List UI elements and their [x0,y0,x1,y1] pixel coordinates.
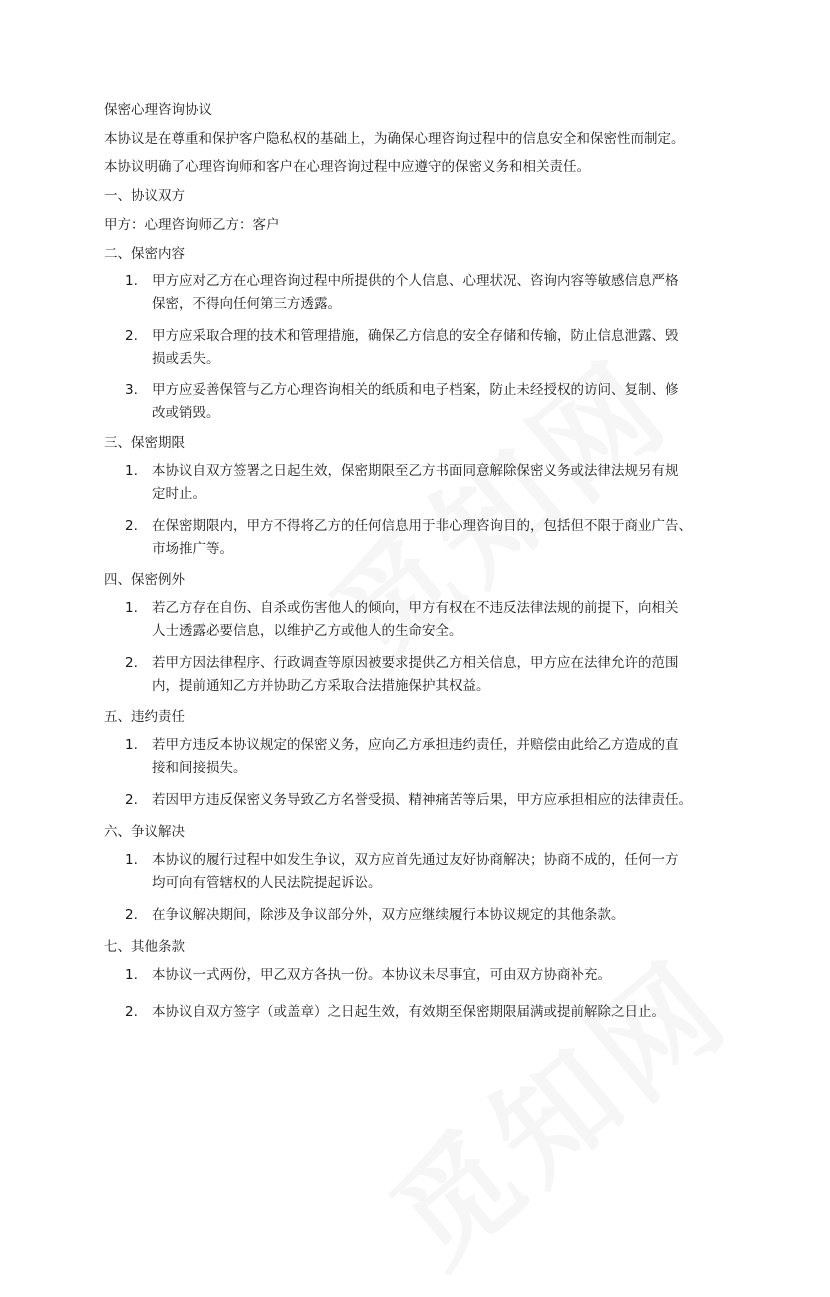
intro-paragraph: 本协议是在尊重和保护客户隐私权的基础上，为确保心理咨询过程中的信息安全和保密性而制定。 [104,131,685,147]
item-text: 本协议自双方签署之日起生效，保密期限至乙方书面同意解除保密义务或法律法规另有规 [152,463,679,479]
item-text: 损或丢失。 [152,351,220,367]
intro-paragraph: 本协议明确了心理咨询师和客户在心理咨询过程中应遵守的保密义务和相关责任。 [104,159,590,175]
item-number: 1. [125,463,138,479]
item-text: 在争议解决期间，除涉及争议部分外，双方应继续履行本协议规定的其他条款。 [152,907,625,923]
item-text: 甲方应对乙方在心理咨询过程中所提供的个人信息、心理状况、咨询内容等敏感信息严格 [152,273,679,289]
document-title: 保密心理咨询协议 [104,102,212,118]
item-text: 若因甲方违反保密义务导致乙方名誉受损、精神痛苦等后果，甲方应承担相应的法律责任。 [152,792,692,808]
section-heading: 四、保密例外 [104,572,185,588]
item-number: 1. [125,273,138,289]
item-text: 本协议一式两份，甲乙双方各执一份。本协议未尽事宜，可由双方协商补充。 [152,967,611,983]
item-text: 若甲方违反本协议规定的保密义务，应向乙方承担违约责任，并赔偿由此给乙方造成的直 [152,737,679,753]
item-text: 若甲方因法律程序、行政调查等原因被要求提供乙方相关信息，甲方应在法律允许的范围 [152,655,679,671]
item-number: 1. [125,737,138,753]
section-heading: 七、其他条款 [104,939,185,955]
item-text: 本协议自双方签字（或盖章）之日起生效，有效期至保密期限届满或提前解除之日止。 [152,1004,665,1020]
item-number: 2. [125,328,138,344]
item-number: 2. [125,1004,138,1020]
item-text: 市场推广等。 [152,541,233,557]
item-number: 1. [125,967,138,983]
item-text: 甲方应采取合理的技术和管理措施，确保乙方信息的安全存储和传输，防止信息泄露、毁 [152,328,679,344]
item-number: 1. [125,600,138,616]
item-number: 2. [125,655,138,671]
item-text: 定时止。 [152,486,206,502]
section-heading: 一、协议双方 [104,188,185,204]
item-number: 2. [125,907,138,923]
section-heading: 三、保密期限 [104,435,185,451]
item-number: 3. [125,382,138,398]
item-number: 2. [125,792,138,808]
item-text: 本协议的履行过程中如发生争议，双方应首先通过友好协商解决；协商不成的，任何一方 [152,852,679,868]
item-number: 2. [125,518,138,534]
item-text: 保密，不得向任何第三方透露。 [152,296,341,312]
item-text: 甲方应妥善保管与乙方心理咨询相关的纸质和电子档案，防止未经授权的访问、复制、修 [152,382,679,398]
section-heading: 二、保密内容 [104,246,185,262]
item-number: 1. [125,852,138,868]
item-text: 改或销毁。 [152,405,220,421]
section-heading: 五、违约责任 [104,709,185,725]
section-heading: 六、争议解决 [104,824,185,840]
item-text: 接和间接损失。 [152,760,247,776]
parties-line: 甲方：心理咨询师乙方：客户 [104,217,280,233]
item-text: 在保密期限内，甲方不得将乙方的任何信息用于非心理咨询目的，包括但不限于商业广告、 [152,518,692,534]
item-text: 均可向有管辖权的人民法院提起诉讼。 [152,875,382,891]
item-text: 人士透露必要信息，以维护乙方或他人的生命安全。 [152,623,463,639]
item-text: 若乙方存在自伤、自杀或伤害他人的倾向，甲方有权在不违反法律法规的前提下，向相关 [152,600,679,616]
item-text: 内，提前通知乙方并协助乙方采取合法措施保护其权益。 [152,678,490,694]
